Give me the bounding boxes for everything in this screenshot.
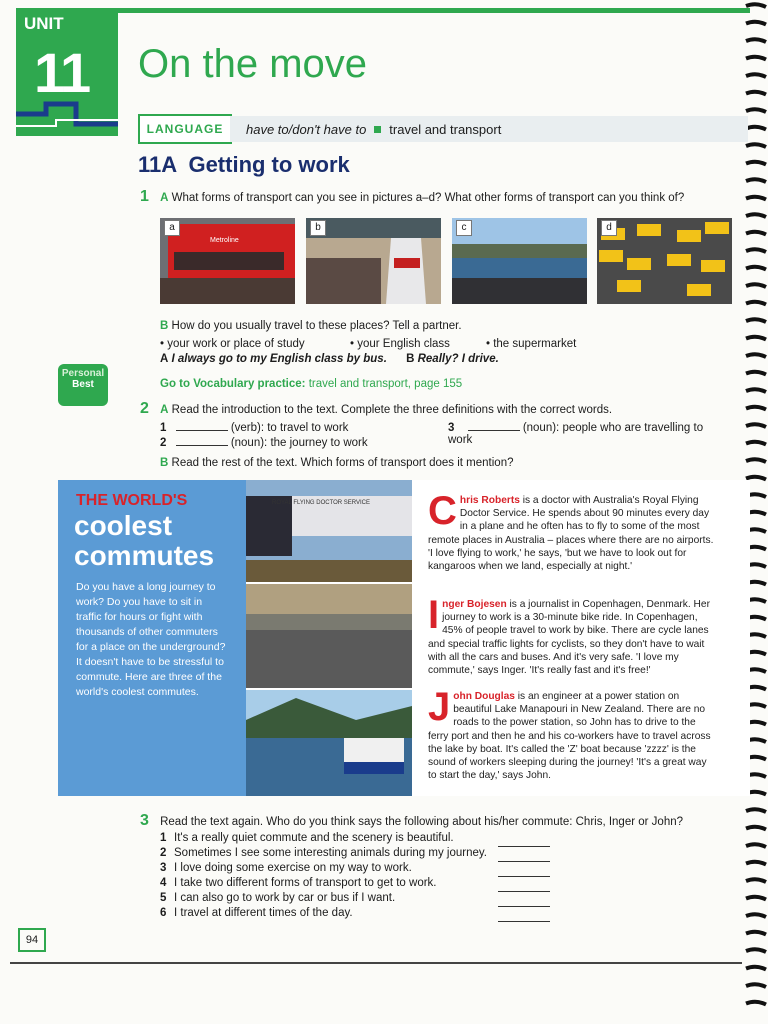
ex3-item-1 [160, 832, 560, 847]
dropcap-i: I [428, 593, 440, 637]
language-vocab: travel and transport [389, 121, 502, 137]
language-strip [230, 116, 748, 142]
para-2-text: is a journalist in Copenhagen, Denmark. Her journey to work is a 30-minute bike ride. In Copenhagen, 45% of people travel to work by bike. There are cycle lanes and special traffic lights for cyclists, so they don't have to wait with all the cars and buses. And it's very safe. 'I love my commute,' says Inger. 'It's really fast and it's free!' [428, 599, 710, 677]
feature-heading-2: coolest [74, 510, 173, 541]
spiral-ring [746, 897, 766, 900]
para-2-name: nger Bojesen [442, 599, 507, 610]
def-1-num: 1 [160, 422, 167, 434]
ex3-answer-blank[interactable] [498, 832, 550, 847]
spiral-ring [746, 92, 766, 95]
spiral-ring [746, 74, 766, 77]
feature-heading-3: commutes [74, 540, 215, 571]
def-2-blank[interactable] [176, 445, 228, 446]
ex1-bullet-2: • your English class [350, 338, 450, 350]
spiral-ring [746, 319, 766, 322]
photo-b [306, 218, 441, 304]
ex3-answer-blank[interactable] [498, 907, 550, 922]
ex3-item-4 [160, 877, 560, 892]
spiral-ring [746, 844, 766, 847]
language-grammar: have to/don't have to [246, 121, 367, 137]
dialog-b-text: Really? I drive. [417, 353, 499, 365]
spiral-ring [746, 214, 766, 217]
vocab-label: Go to Vocabulary practice: [160, 378, 306, 390]
def-2-text: (noun): the journey to work [230, 437, 368, 449]
top-rule [118, 8, 750, 13]
ex3-heading [140, 812, 683, 830]
feature-intro: Do you have a long journey to work? Do you have to sit in traffic for hours or fight with thousands of other commuters for a place on the underground? It doesn't have to be stressful to commute. Here are three of the world's coolest commutes. [76, 581, 226, 698]
spiral-ring [746, 914, 766, 917]
ex3-item-num: 4 [160, 877, 167, 889]
def-2 [160, 437, 368, 449]
spiral-ring [746, 249, 766, 252]
spiral-ring [746, 354, 766, 357]
article-para-1 [428, 489, 714, 573]
photo-label-c: c [456, 220, 472, 236]
ex3-text: Read the text again. Who do you think says the following about his/her commute: Chris, Inger or John? [160, 816, 684, 828]
spiral-ring [746, 424, 766, 427]
personal-best-line1: Personal [61, 368, 105, 379]
spiral-ring [746, 809, 766, 812]
spiral-ring [746, 302, 766, 305]
para-1-name: hris Roberts [459, 495, 520, 506]
photo-label-b: b [310, 220, 326, 236]
spiral-ring [746, 337, 766, 340]
feature-heading-1: THE WORLD'S [76, 492, 188, 509]
ex3-item-text: I take two different forms of transport to get to work. [174, 877, 437, 889]
vocab-link[interactable]: travel and transport, page 155 [308, 378, 463, 390]
spiral-ring [746, 949, 766, 952]
ex3-answer-blank[interactable] [498, 892, 550, 907]
ex3-list [160, 832, 560, 922]
svg-text:Metroline: Metroline [210, 237, 239, 244]
unit-label: UNIT [24, 14, 64, 33]
ex1-bullet-1: • your work or place of study [160, 338, 305, 350]
ex3-item-5 [160, 892, 560, 907]
lesson-heading [138, 152, 350, 178]
ex2-a-letter: A [160, 404, 169, 416]
ex1-number: 1 [140, 188, 149, 205]
ex1-a-text: What forms of transport can you see in pictures a–d? What other forms of transport can you think of? [171, 192, 685, 204]
ex3-answer-blank[interactable] [498, 877, 550, 892]
ex3-item-2 [160, 847, 560, 862]
language-tag: LANGUAGE [138, 114, 232, 144]
spiral-ring [746, 984, 766, 987]
ex2-number: 2 [140, 400, 149, 417]
spiral-ring [746, 967, 766, 970]
ex2-a-text: Read the introduction to the text. Complete the three definitions with the correct words. [171, 404, 613, 416]
spiral-ring [746, 284, 766, 287]
spiral-ring [746, 827, 766, 830]
spiral-ring [746, 442, 766, 445]
ex3-item-num: 1 [160, 832, 167, 844]
ex2-a [140, 400, 612, 418]
photo-label-d: d [601, 220, 617, 236]
spiral-ring [746, 4, 766, 7]
photo-a [160, 218, 295, 304]
photo-d [597, 218, 732, 304]
page-title: On the move [138, 42, 368, 86]
ex3-item-num: 2 [160, 847, 167, 859]
spiral-ring [746, 267, 766, 270]
ex3-item-num: 3 [160, 862, 167, 874]
spiral-ring [746, 1002, 766, 1005]
dialog-a-text: I always go to my English class by bus. [171, 353, 387, 365]
photo-c [452, 218, 587, 304]
feature-intro-panel [58, 480, 246, 796]
spiral-ring [746, 57, 766, 60]
article-para-3 [428, 685, 714, 782]
ex3-item-num: 6 [160, 907, 167, 919]
para-1-text: is a doctor with Australia's Royal Flying Doctor Service. He spends about 90 minutes every day in a plane and he often has to fly to some of the most remote places in Australia – places where there are no airports. 'I love flying to work,' he says, 'but we have to look out for kangaroos when we land, especially at night.' [428, 495, 714, 573]
page-number: 94 [18, 928, 46, 952]
ex1-b [160, 320, 462, 332]
def-3 [448, 422, 708, 446]
spiral-ring [746, 39, 766, 42]
dropcap-c: C [428, 489, 457, 533]
ex1-b-letter: B [160, 320, 169, 332]
spiral-ring [746, 862, 766, 865]
dropcap-j: J [428, 685, 451, 729]
ex2-b-letter: B [160, 457, 169, 469]
ex1-dialog [160, 353, 499, 365]
article-photos [246, 480, 412, 796]
spiral-ring [746, 932, 766, 935]
ex3-item-text: I love doing some exercise on my way to work. [174, 862, 412, 874]
ex3-item-6 [160, 907, 560, 922]
ex3-answer-blank[interactable] [498, 862, 550, 877]
spiral-ring [746, 22, 766, 25]
def-3-text: (noun): people who are travelling to work [448, 422, 704, 446]
def-3-num: 3 [448, 422, 455, 434]
spiral-ring [746, 162, 766, 165]
lesson-title: Getting to work [188, 152, 350, 177]
ex3-item-3 [160, 862, 560, 877]
feature-article [246, 480, 750, 796]
ex3-item-text: It's a really quiet commute and the scenery is beautiful. [174, 832, 454, 844]
def-1-text: (verb): to travel to work [230, 422, 349, 434]
ex1-a-letter: A [160, 192, 169, 204]
spiral-ring [746, 232, 766, 235]
spiral-ring [746, 879, 766, 882]
article-para-2 [428, 593, 714, 677]
dialog-b-label: B [406, 353, 415, 365]
spiral-ring [746, 407, 766, 410]
para-3-name: ohn Douglas [453, 691, 515, 702]
dialog-a-label: A [160, 353, 169, 365]
plane-text: ROYAL FLYING DOCTOR SERVICE [272, 500, 371, 506]
spiral-ring [746, 179, 766, 182]
ex2-b [160, 457, 513, 469]
ex3-answer-blank[interactable] [498, 847, 550, 862]
spiral-ring [746, 372, 766, 375]
spiral-ring [746, 389, 766, 392]
ex3-item-num: 5 [160, 892, 167, 904]
spiral-ring [746, 109, 766, 112]
def-1 [160, 422, 348, 434]
lesson-code: 11A [138, 152, 177, 177]
ex1-bullet-3: • the supermarket [486, 338, 577, 350]
unit-number: 11 [34, 41, 90, 104]
photo-label-a: a [164, 220, 180, 236]
spiral-ring [746, 127, 766, 130]
vocab-practice [160, 378, 462, 390]
ex2-b-text: Read the rest of the text. Which forms of transport does it mention? [171, 457, 514, 469]
spiral-ring [746, 459, 766, 462]
bottom-rule [10, 962, 742, 964]
spiral-ring [746, 197, 766, 200]
def-1-blank[interactable] [176, 430, 228, 431]
square-bullet-icon [374, 126, 381, 133]
personal-best-line2: Best [72, 379, 94, 390]
ex3-item-text: I can also go to work by car or bus if I want. [174, 892, 396, 904]
ex1-a [140, 188, 684, 206]
def-2-num: 2 [160, 437, 167, 449]
def-3-blank[interactable] [468, 430, 520, 431]
para-3-text: is an engineer at a power station on beautiful Lake Manapouri in New Zealand. There are no roads to the power station, so John has to drive to the ferry port and then he and his co-workers have to travel across the lake by boat. It's called the 'Z' boat because 'zzzz' is the sound of workers sleeping during the journey! 'It's a great way to start the day,' says John. [428, 691, 711, 782]
ex3-item-text: Sometimes I see some interesting animals during my journey. [174, 847, 487, 859]
ex3-number: 3 [140, 812, 149, 829]
personal-best-badge [58, 364, 108, 406]
spiral-ring [746, 144, 766, 147]
ex3-item-text: I travel at different times of the day. [174, 907, 353, 919]
ex1-b-text: How do you usually travel to these places? Tell a partner. [171, 320, 462, 332]
